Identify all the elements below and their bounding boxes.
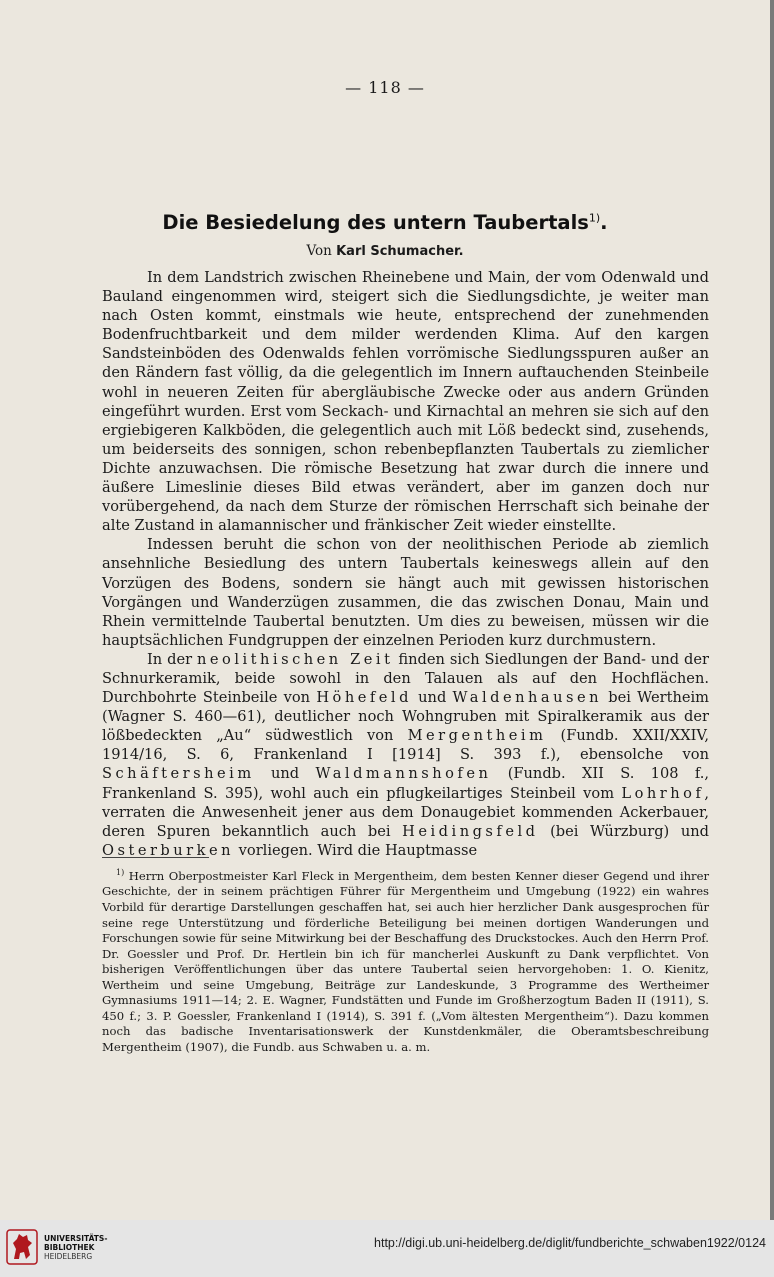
byline-prefix: Von xyxy=(306,243,332,259)
text-run: bei Wertheim (Wagner S. 460—61), deutlicher noch Wohngruben mit Spiralkeramik aus der lößbedeckten „Au“ südwestlich von xyxy=(102,689,710,745)
article-title-text: Die Besiedelung des untern Taubertals xyxy=(162,211,589,234)
logo-line-2: BIBLIOTHEK xyxy=(44,1242,95,1252)
title-footnote-marker: 1) xyxy=(588,211,601,225)
logo-text xyxy=(44,1234,107,1261)
text-run: finden sich Siedlungen der Band- und der Schnurkeramik, beide sowohl in den Talauen als auf den Hochflächen. Durchbohrte Steinbeile von xyxy=(102,650,709,707)
place-name: Heidingsfeld xyxy=(402,822,539,840)
text-run: und xyxy=(254,765,316,783)
place-name: Lohrhof xyxy=(621,784,705,802)
footnote-marker: 1) xyxy=(116,868,125,877)
text-run: und xyxy=(411,689,453,707)
place-name: Osterburken xyxy=(102,841,235,859)
logo-line-1: UNIVERSITÄTS- xyxy=(44,1233,108,1243)
source-url[interactable]: http://digi.ub.uni-heidelberg.de/diglit/fundberichte_schwaben1922/0124 xyxy=(374,1236,766,1250)
byline xyxy=(0,243,770,259)
place-name: Höhefeld xyxy=(316,689,412,707)
place-name: Waldenhausen xyxy=(452,689,603,707)
viewer-footer xyxy=(0,1220,774,1277)
place-name: Waldmannshofen xyxy=(315,765,492,783)
footnote-divider xyxy=(102,857,209,858)
footnote-text: Herrn Oberpostmeister Karl Fleck in Mergentheim, dem besten Kenner dieser Gegend und ihrer Geschichte, der in seinem prächtigen Führer für Mergentheim und Umgebung (1922) ein wahres Vorbild für derartige Darstellungen geschaffen hat, sei auch hier herzlicher Dank ausgesprochen für seine rege Unterstützung und förderliche Beteiligung bei meinen dortigen Wanderungen und Forschungen sowie für seine Mitwirkung bei der Beschaffung des Druckstockes. Auch den Herrn Prof. Dr. Goessler und Prof. Dr. Hertlein bin ich für mancherlei Auskunft zu Dank verpflichtet. Von bisherigen Veröffentlichungen über das untere Taubertal seien hervorgehoben: 1. O. Kienitz, Wertheim und seine Umgebung, Beiträge zur Landeskunde, 3 Programme des Wertheimer Gymnasiums 1911—14; 2. E. Wagner, Fundstätten und Funde im Großherzogtum Baden II (1911), S. 450 f.; 3. P. Goessler, Frankenland I (1914), S. 391 f. („Vom ältesten Mergentheim“). Dazu kommen noch das badische Inventarisationswerk der Kunstdenkmäler, die Oberamtsbeschreibung Mergentheim (1907), die Fundb. aus Schwaben u. a. m. xyxy=(102,868,709,1054)
spaced-term: neolithischen Zeit xyxy=(197,650,394,668)
author-name: Karl Schumacher. xyxy=(336,244,464,259)
place-name: Schäftersheim xyxy=(102,765,255,783)
heidelberg-lion-emblem-icon xyxy=(6,1229,38,1265)
article-title: Die Besiedelung des untern Taubertals$^{1)}$. xyxy=(162,211,608,234)
page-number: — 118 — xyxy=(345,78,425,97)
logo-line-3: HEIDELBERG xyxy=(44,1251,93,1261)
paragraph-1: In dem Landstrich zwischen Rheinebene und Main, der vom Odenwald und Bauland eingenommen wird, steigert sich die Siedlungsdichte, je weiter man nach Osten kommt, einstmals wie heute, entsprechend der zunehmenden Bodenfruchtbarkeit und dem milder werdenden Klima. Auf den kargen Sandsteinböden des Odenwalds fehlen vorrömische Siedlungsspuren außer an den Rändern fast völlig, da die gelegentlich im Innern auftauchenden Steinbeile wohl in neueren Zeiten für abergläubische Zwecke oder aus andern Gründen eingeführt wurden. Erst vom Seckach- und Kirnachtal an mehren sie sich auf den ergiebigeren Kalkböden, die gelegentlich auch mit Löß bedeckt sind, zusehends, um beiderseits des sonnigen, schon rebenbepflanzten Taubertals zu ziemlicher Dichte anzuwachsen. Die römische Besetzung hat zwar durch die innere und äußere Limeslinie dieses Bild etwas verändert, aber im ganzen doch nur vorübergehend, da nach dem Sturze der römischen Herrschaft sich beinahe der alte Zustand in alamannischer und fränkischer Zeit wieder einstellte. xyxy=(102,269,709,535)
footnote xyxy=(102,865,709,1055)
text-run: , verraten die Anwesenheit jener aus dem Donaugebiet kommenden Ackerbauer, deren Spuren bekanntlich auch bei xyxy=(102,784,709,840)
paragraph-3 xyxy=(102,650,709,860)
article-body xyxy=(102,268,709,860)
text-run: vorliegen. Wird die Hauptmasse xyxy=(234,841,478,859)
paragraph-2: Indessen beruht die schon von der neolithischen Periode ab ziemlich ansehnliche Besiedlung des untern Taubertals keineswegs allein auf den Vorzügen des Bodens, sondern sie hängt auch mit gewissen historischen Vorgängen und Wanderzügen zusammen, die das zwischen Donau, Main und Rhein vermittelnde Taubertal benutzten. Um dies zu beweisen, müssen wir die hauptsächlichen Fundgruppen der einzelnen Perioden kurz durchmustern. xyxy=(102,536,709,649)
text-run: (Fundb. XXII/XXIV, 1914/16, S. 6, Frankenland I [1914] S. 393 f.), ebensolche von xyxy=(102,727,709,764)
text-run: In der xyxy=(147,650,198,668)
place-name: Mergentheim xyxy=(407,727,547,745)
library-logo[interactable] xyxy=(6,1229,107,1265)
text-run: (bei Würzburg) und xyxy=(538,822,709,840)
text-run: (Fundb. XII S. 108 f., Frankenland S. 395), wohl auch ein pflugkeilartiges Steinbeil vom xyxy=(102,765,709,802)
